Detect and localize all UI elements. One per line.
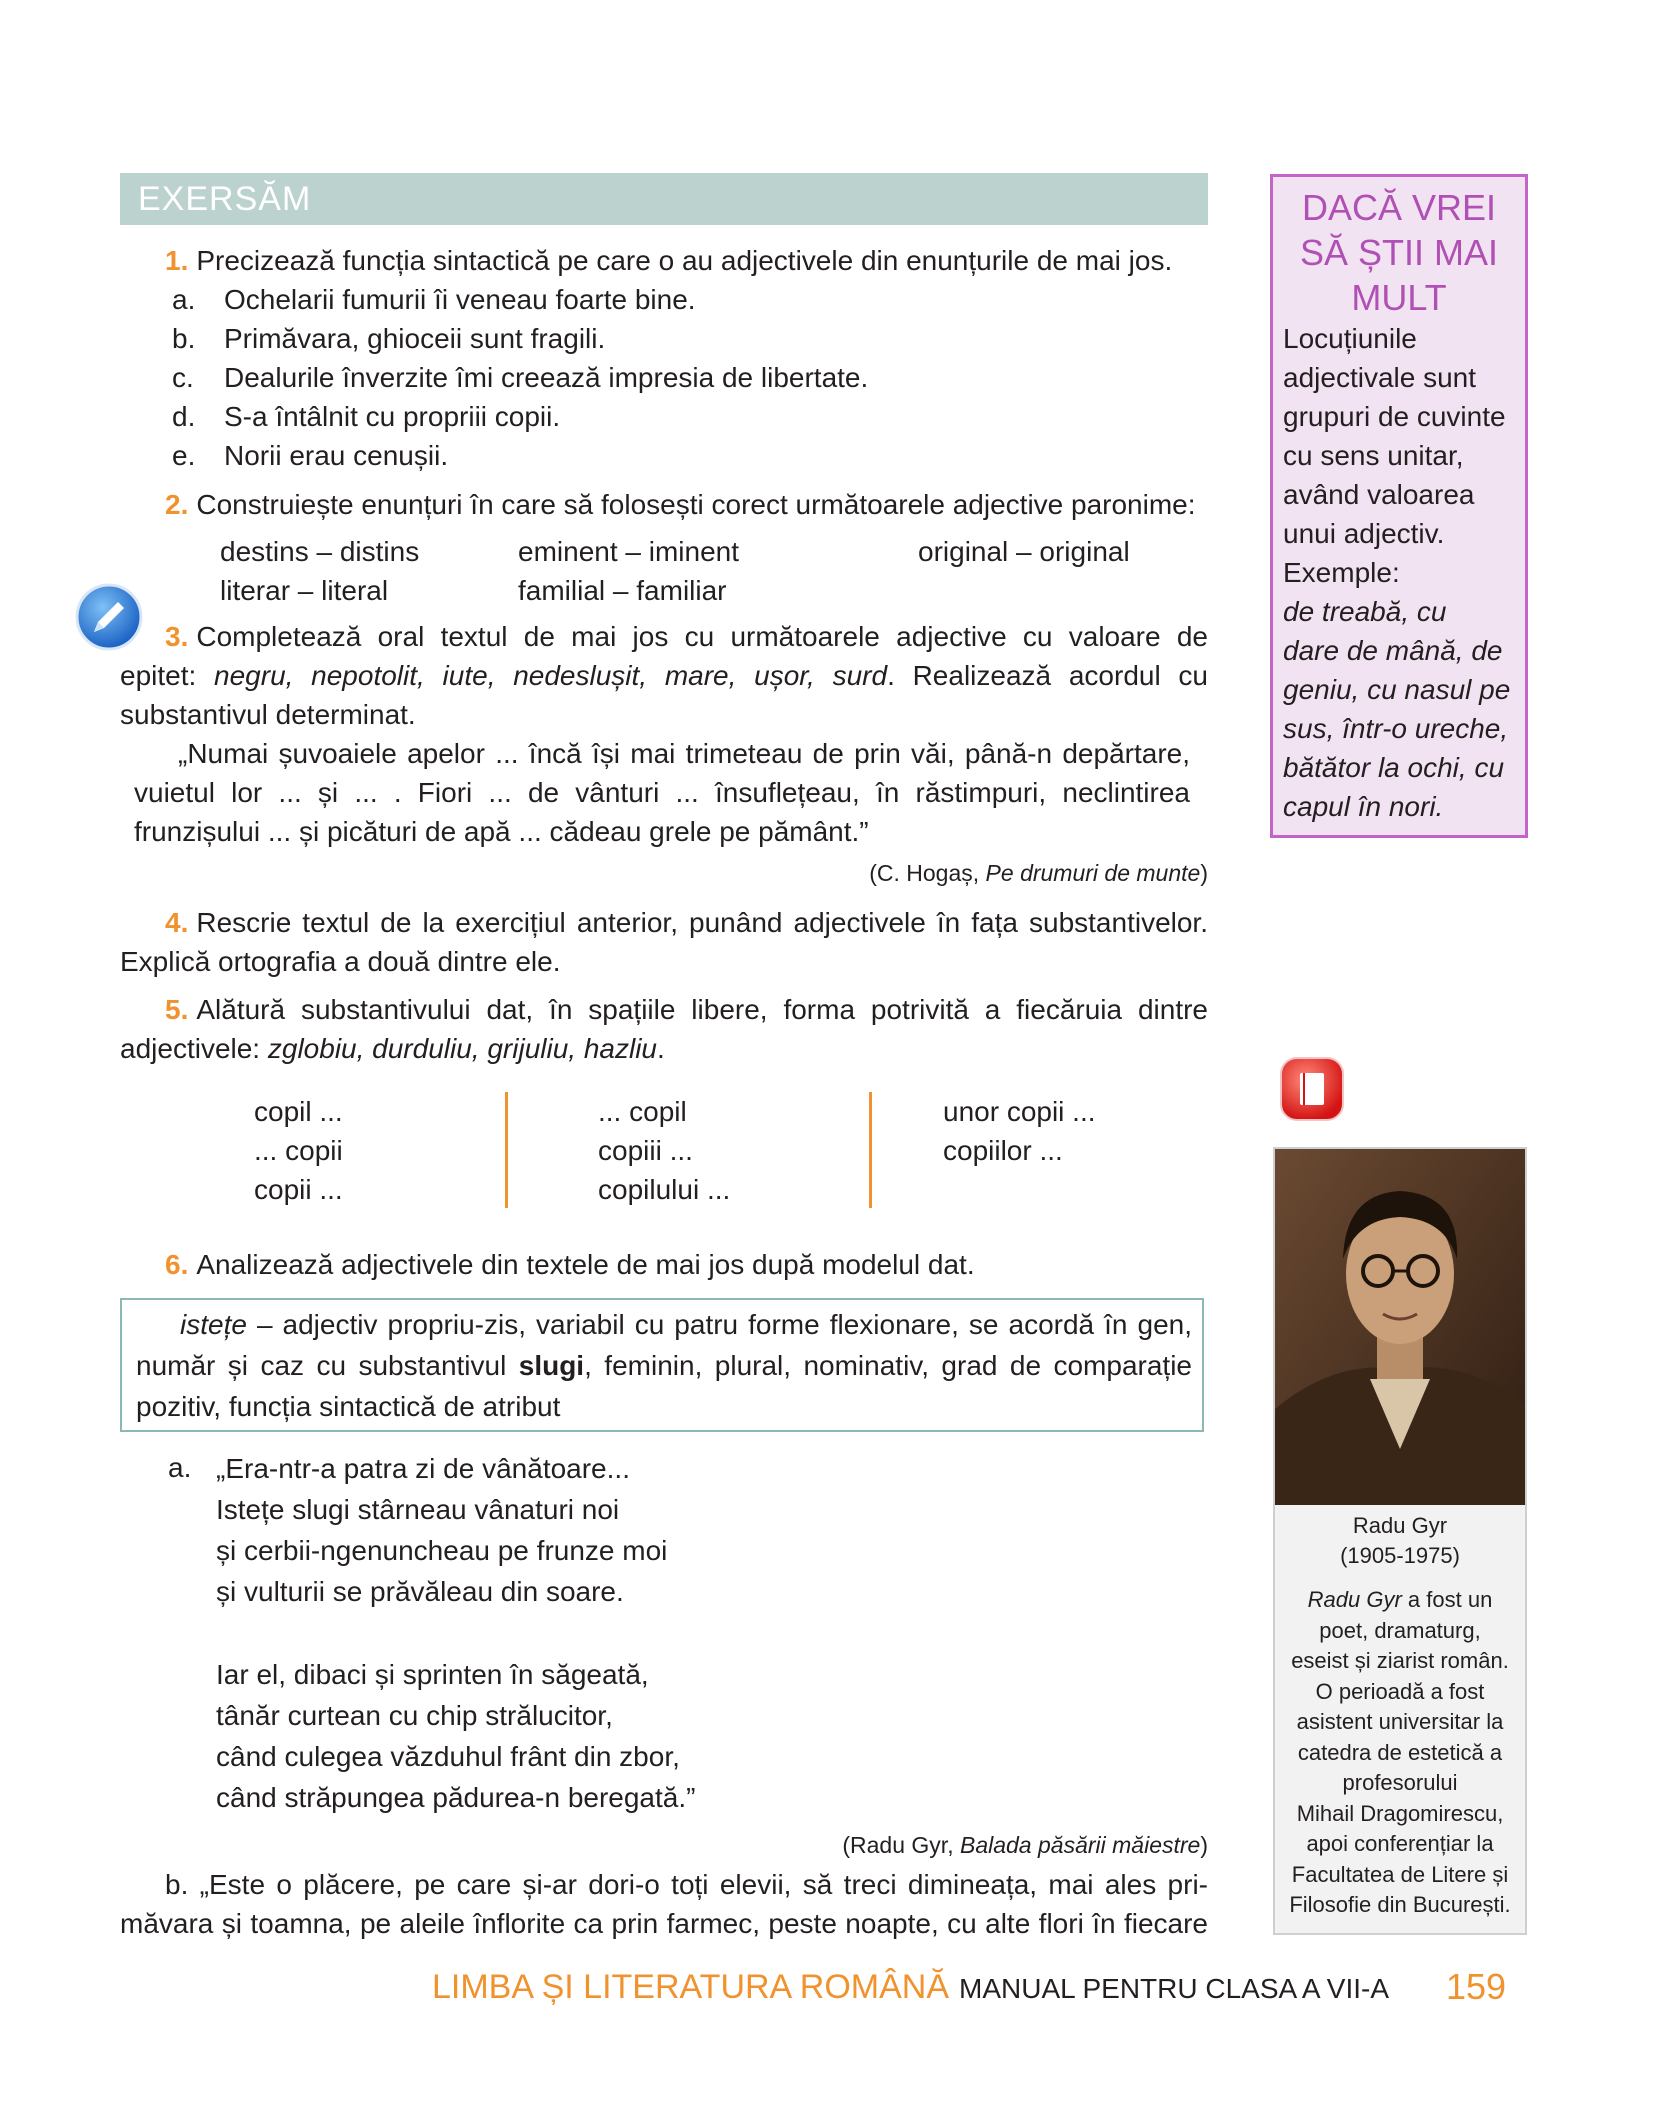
poem-line: Iar el, dibaci și sprinten în săgeată,	[216, 1659, 649, 1690]
page-footer	[432, 1968, 1389, 2007]
item-label: d.	[172, 401, 196, 432]
blank-item: copilului ...	[598, 1174, 731, 1205]
blank-item: copiilor ...	[943, 1135, 1063, 1166]
exercise-number: 2.	[165, 489, 189, 520]
poem-line: când culegea văzduhul frânt din zbor,	[216, 1741, 680, 1772]
source-author: (C. Hogaș,	[869, 860, 986, 886]
sidebox-line: cu sens unitar,	[1283, 440, 1464, 471]
footer-manual: MANUAL PENTRU CLASA A VII-A	[959, 1973, 1390, 2004]
exercise-number: 1.	[165, 245, 189, 276]
column-divider	[869, 1092, 872, 1208]
bio-line: poet, dramaturg,	[1319, 1617, 1481, 1643]
portrait-caption	[1273, 1505, 1527, 1935]
bio-name: Radu Gyr	[1307, 1587, 1402, 1612]
bio-line: O perioadă a fost	[1315, 1678, 1485, 1704]
list-item	[172, 280, 696, 319]
exercise-number: 5.	[165, 994, 189, 1025]
adjective-list: negru, nepotolit, iute, nedeslușit, mare, ușor, surd	[214, 660, 888, 691]
model-line: număr și caz cu substantivul	[136, 1350, 519, 1381]
sidebox-title-line: MULT	[1351, 277, 1447, 318]
instruction-text: epitet:	[120, 660, 215, 691]
item-text: Primăvara, ghioceii sunt fragili.	[224, 323, 606, 354]
bio-line: Mihail Dragomirescu,	[1296, 1800, 1504, 1826]
poem-line: și cerbii-ngenuncheau pe frunze moi	[216, 1535, 668, 1566]
author-years: (1905-1975)	[1340, 1543, 1460, 1568]
sidebox-example: sus, într-o ureche,	[1283, 713, 1509, 744]
poem-line: tânăr curtean cu chip strălucitor,	[216, 1700, 613, 1731]
model-word: istețe	[180, 1309, 247, 1340]
blank-item: ... copii	[254, 1135, 343, 1166]
sidebox-line: Locuțiunile	[1283, 323, 1417, 354]
blank-column-2	[598, 1092, 730, 1209]
instruction-text: adjectivele:	[120, 1033, 268, 1064]
poem-stanza-1	[216, 1448, 667, 1612]
paronym-pair: eminent – iminent	[518, 536, 740, 567]
blank-item: copil ...	[254, 1096, 343, 1127]
bio-line: Filosofie din București.	[1289, 1892, 1511, 1917]
model-line: pozitiv, funcția sintactică de atribut	[136, 1391, 561, 1422]
blank-item: copii ...	[254, 1174, 343, 1205]
quote-line: frunzișului ... și picături de apă ... cădeau grele pe pământ.”	[134, 816, 869, 847]
adjective-list: zglobiu, durduliu, grijuliu, hazliu	[267, 1033, 657, 1064]
exercise-3-instruction-cont	[120, 656, 1208, 695]
sidebox-line: având valoarea	[1283, 479, 1475, 510]
quote-line: „Numai șuvoaiele apelor ... încă își mai trimeteau de prin văi, până-n depărtare,	[178, 738, 1190, 769]
caption-heading	[1281, 1511, 1519, 1571]
instruction-text: Analizează adjectivele din textele de mai jos după modelul dat.	[196, 1249, 975, 1280]
sidebox-title-line: DACĂ VREI	[1301, 187, 1497, 228]
item-label: e.	[172, 440, 196, 471]
instruction-text: Explică ortografia a două dintre ele.	[120, 946, 561, 977]
section-banner	[120, 173, 1208, 225]
list-item	[172, 319, 605, 358]
item-label: b.	[172, 323, 196, 354]
exercise-2-instruction	[165, 485, 1196, 524]
bio-line: catedra de estetică a	[1297, 1739, 1503, 1765]
did-you-know-box	[1270, 174, 1528, 838]
exercise-5-instruction	[165, 990, 1208, 1029]
paronym-pair: destins – distins	[220, 536, 420, 567]
list-item	[172, 436, 448, 475]
paronym-pair: original – original	[918, 536, 1130, 567]
section-title: EXERSĂM	[138, 180, 312, 218]
bio-line: profesorului	[1342, 1770, 1458, 1795]
bio-line: eseist și ziarist român.	[1291, 1648, 1509, 1673]
bio-line: asistent universitar la	[1296, 1709, 1504, 1734]
item-label: c.	[172, 362, 194, 393]
author-bio	[1281, 1585, 1519, 1921]
source-author: (Radu Gyr,	[842, 1832, 960, 1858]
instruction-text: Completează oral textul de mai jos cu următoarele adjective cu valoare de	[196, 621, 1208, 652]
sidebox-example: bătător la ochi, cu	[1283, 752, 1505, 783]
source-title: Balada păsării măiestre	[959, 1832, 1201, 1858]
list-item	[172, 397, 560, 436]
book-icon	[1278, 1055, 1346, 1123]
item-text: Norii erau cenușii.	[224, 440, 449, 471]
poem-line: Istețe slugi stârneau vânaturi noi	[216, 1494, 620, 1525]
instruction-text: .	[657, 1033, 665, 1064]
portrait-photo	[1273, 1147, 1527, 1509]
instruction-text: substantivul determinat.	[120, 699, 416, 730]
footer-subject: LIMBA ȘI LITERATURA ROMÂNĂ	[432, 1968, 950, 2006]
model-text	[136, 1304, 1192, 1427]
exercise-3-instruction	[165, 617, 1208, 656]
source-close: )	[1200, 1832, 1208, 1858]
quote-line: vuietul lor ... și ... . Fiori ... de vânturi ... însuflețeau, în răstimpuri, neclintirea	[134, 777, 1190, 808]
quote-source	[869, 858, 1208, 888]
instruction-text: Alătură substantivului dat, în spațiile libere, forma potrivită a fiecăruia dintre	[196, 994, 1208, 1025]
sidebox-line: Exemple:	[1283, 557, 1400, 588]
page-number: 159	[1446, 1966, 1507, 2007]
model-line: , feminin, plural, nominativ, grad de comparație	[584, 1350, 1192, 1381]
item-text: Dealurile înverzite îmi creează impresia de libertate.	[224, 362, 869, 393]
text-label: a.	[168, 1452, 192, 1483]
bio-line: apoi conferențiar la	[1306, 1831, 1494, 1856]
poem-line: și vulturii se prăvăleau din soare.	[216, 1576, 624, 1607]
item-text: S-a întâlnit cu propriii copii.	[224, 401, 561, 432]
author-name: Radu Gyr	[1352, 1513, 1448, 1538]
bio-line: a fost un	[1401, 1587, 1493, 1612]
sidebox-line: grupuri de cuvinte	[1283, 401, 1506, 432]
exercise-1-instruction	[165, 241, 1172, 280]
sidebox-example: geniu, cu nasul pe	[1283, 674, 1511, 705]
exercise-number: 4.	[165, 907, 189, 938]
instruction-text: . Realizează acordul cu	[887, 660, 1209, 691]
paronym-pair: literar – literal	[220, 575, 389, 606]
text-b-line: măvara și toamna, pe aleile înflorite ca prin farmec, peste noapte, cu alte flori în fiecare	[120, 1908, 1208, 1939]
item-text: Ochelarii fumurii îi veneau foarte bine.	[224, 284, 696, 315]
instruction-text: Rescrie textul de la exercițiul anterior, punând adjectivele în fața substantivelor.	[196, 907, 1208, 938]
blank-item: unor copii ...	[943, 1096, 1096, 1127]
paronym-pair: familial – familiar	[518, 575, 727, 606]
instruction-text: Precizează funcția sintactică pe care o au adjectivele din enunțurile de mai jos.	[196, 245, 1173, 276]
source-close: )	[1200, 860, 1208, 886]
blank-column-3	[943, 1092, 1096, 1170]
sidebox-example: dare de mână, de	[1283, 635, 1503, 666]
blank-item: ... copil	[598, 1096, 687, 1127]
model-line: – adjectiv propriu-zis, variabil cu patru forme flexionare, se acordă în gen,	[246, 1309, 1192, 1340]
poem-line: când străpungea pădurea-n beregată.”	[216, 1782, 696, 1813]
item-label: a.	[172, 284, 196, 315]
sidebox-title	[1273, 185, 1525, 320]
blank-column-1	[254, 1092, 343, 1209]
sidebox-body	[1283, 319, 1523, 826]
instruction-text: Construiește enunțuri în care să folosești corect următoarele adjective paronime:	[196, 489, 1196, 520]
exercise-6-instruction	[165, 1245, 975, 1284]
sidebox-line: adjectivale sunt	[1283, 362, 1477, 393]
sidebox-line: unui adjectiv.	[1283, 518, 1445, 549]
text-b-line: b. „Este o plăcere, pe care și-ar dori-o toți elevii, să treci dimineața, mai ales pri-	[165, 1869, 1208, 1900]
sidebox-title-line: SĂ ȘTII MAI	[1299, 232, 1499, 273]
sidebox-example: capul în nori.	[1283, 791, 1444, 822]
exercise-5-instruction-cont	[120, 1029, 665, 1068]
model-bold-word: slugi	[518, 1350, 585, 1381]
sidebox-example: de treabă, cu	[1283, 596, 1447, 627]
column-divider	[505, 1092, 508, 1208]
list-item	[172, 358, 868, 397]
blank-item: copiii ...	[598, 1135, 693, 1166]
source-title: Pe drumuri de munte	[985, 860, 1201, 886]
quote-source	[842, 1830, 1208, 1860]
pencil-icon	[74, 582, 144, 652]
bio-line: Facultatea de Litere și	[1291, 1861, 1509, 1887]
model-box	[120, 1298, 1204, 1432]
poem-stanza-2	[216, 1654, 695, 1818]
exercise-number: 6.	[165, 1249, 189, 1280]
poem-line: „Era-ntr-a patra zi de vânătoare...	[216, 1453, 630, 1484]
exercise-4-instruction	[165, 903, 1208, 942]
exercise-number: 3.	[165, 621, 189, 652]
